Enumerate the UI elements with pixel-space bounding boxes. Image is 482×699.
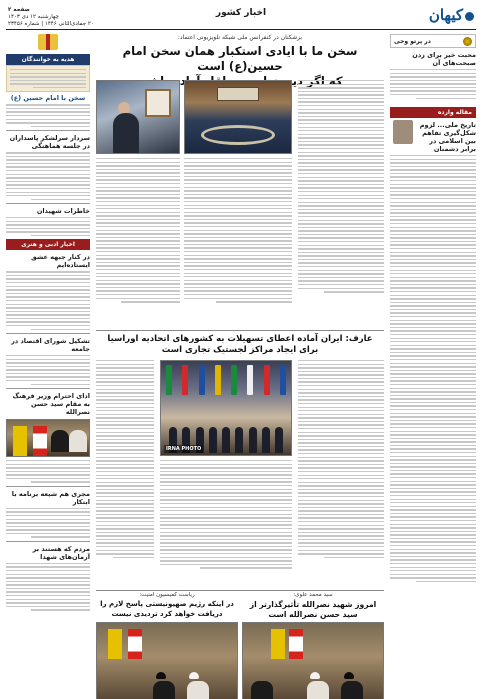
left-item-8-title: مردم که هستند بر آرمان‌های شهدا bbox=[32, 544, 90, 561]
left-item-2-title: سردار سرلشکر پاسداران در جلسه هماهنگی bbox=[9, 134, 90, 151]
turban-icon bbox=[189, 672, 199, 679]
main-kicker: برشکنان در کنفرانس ملی شبکه تلویزیونی اعتماد: bbox=[177, 34, 303, 41]
left-item-6-title: ادای احترام وزیر فرهنگ به مقام سید حسن نصرالله bbox=[12, 391, 90, 416]
left-item-4-title: در کنار جبهه عشق ایستاده‌ایم bbox=[31, 253, 90, 270]
right-item-1-title: محبت خیر برای زدن صبحت‌های آن bbox=[412, 51, 476, 67]
nasrallah-ceremony-photo bbox=[242, 622, 384, 699]
left-item-2-body bbox=[6, 152, 90, 200]
right-item-2-title: تاریخ ملی... لزوم شکل‌گیری تفاهم بین اسلامی در برابر دشمنان bbox=[419, 121, 476, 154]
left-item-8-body bbox=[6, 563, 90, 611]
sun-icon bbox=[463, 37, 472, 46]
flag-icon bbox=[33, 426, 47, 456]
main-headline-line-1: سخن ما با ایادی استکبار همان سخن امام حسین(ع) است bbox=[122, 44, 358, 73]
left-item-4-body bbox=[6, 271, 90, 330]
right-item-2-body bbox=[390, 155, 476, 582]
revelation-banner bbox=[390, 34, 476, 48]
date-ar: ۲۰ جمادی‌الثانی ۱۴۴۶ | شماره ۲۳۴۵۶ bbox=[8, 21, 94, 27]
eurasia-headline-line-2: برای ایجاد مراکز لجستیک تجاری است bbox=[161, 345, 319, 355]
turban-icon bbox=[310, 672, 320, 679]
person-icon bbox=[341, 681, 363, 699]
left-item-1-body bbox=[6, 104, 90, 127]
eurasia-summit-photo bbox=[160, 360, 292, 456]
author-photo bbox=[393, 120, 413, 144]
left-item-5-title: تشکیل شورای اقتصاد در جامعه bbox=[11, 336, 90, 353]
page-number: صفحه ۲ bbox=[8, 7, 30, 13]
flag-icon bbox=[128, 629, 142, 659]
conference-hall-photo bbox=[184, 80, 292, 154]
left-item-1-title: سخن با امام حسین (ع) bbox=[10, 94, 86, 103]
person-icon bbox=[307, 681, 329, 699]
date-line bbox=[8, 7, 94, 28]
turban-icon bbox=[156, 672, 166, 679]
left-item-3-body bbox=[6, 217, 90, 236]
center-body-b bbox=[96, 158, 180, 303]
gift-icon bbox=[38, 34, 58, 50]
left-column bbox=[6, 34, 90, 693]
center-area bbox=[96, 34, 384, 693]
quote-box bbox=[6, 65, 90, 92]
left-item-7-body bbox=[6, 508, 90, 538]
bottom-left-headline: در اینکه رژیم صهیونیستی پاسخ لازم را دریافت خواهد کرد تردیدی نیست bbox=[100, 600, 234, 618]
date-fa: چهارشنبه ۱۲ دی ۱۴۰۳ bbox=[8, 14, 59, 20]
banner-label: در پرتو وحی bbox=[394, 37, 431, 45]
masthead bbox=[6, 4, 476, 30]
flag-icon bbox=[271, 629, 285, 659]
right-item-1-body bbox=[390, 69, 476, 99]
left-item-5-body bbox=[6, 355, 90, 385]
security-commission-photo bbox=[96, 622, 238, 699]
person-icon bbox=[251, 681, 273, 699]
right-box-head: مقاله وارده bbox=[390, 107, 476, 118]
left-item-7-title: مجری هم شیعه برنامه با ابتکار bbox=[11, 489, 90, 506]
left-photo bbox=[6, 419, 90, 457]
eurasia-body-right bbox=[298, 360, 384, 558]
left-box-head: هدیه به خوانندگان bbox=[6, 54, 90, 65]
section-title: اخبار کشور bbox=[215, 8, 267, 18]
person-icon bbox=[187, 681, 209, 699]
main-headline-line-2: دین bbox=[282, 74, 303, 88]
bottom-right-headline: امروز شهید نصرالله تأثیرگذارتر از سید حسن نصرالله است bbox=[249, 600, 377, 619]
main-story-body bbox=[298, 80, 384, 293]
center-body-a bbox=[184, 158, 292, 303]
bottom-right-kicker: سید محمد علوی: bbox=[293, 592, 333, 598]
eurasia-body-under bbox=[160, 460, 292, 569]
right-column bbox=[390, 34, 476, 693]
flag-icon bbox=[108, 629, 122, 659]
eurasia-headline bbox=[96, 334, 384, 356]
eurasia-headline-line-1: عارف: ایران آماده اعطای تسهیلات به کشورهای اتحادیه اوراسیا bbox=[107, 334, 373, 344]
person-icon bbox=[153, 681, 175, 699]
speaker-photo bbox=[96, 80, 180, 154]
person-icon bbox=[51, 430, 69, 452]
left-box2-head: اخبار ادبی و هنری bbox=[6, 239, 90, 250]
left-item-6-body bbox=[6, 460, 90, 483]
left-item-3-title: خاطرات شهیدان bbox=[36, 207, 90, 216]
flag-icon bbox=[13, 426, 27, 456]
bottom-left-kicker: ریاست کمیسیون امنیت: bbox=[139, 592, 195, 598]
flag-icon bbox=[289, 629, 303, 659]
eurasia-body-left bbox=[96, 360, 154, 558]
gift-box bbox=[6, 34, 90, 54]
person-icon bbox=[69, 430, 87, 452]
logo-text: کیهان bbox=[428, 6, 463, 24]
turban-icon bbox=[344, 672, 354, 679]
photo-credit: IRNA PHOTO bbox=[166, 446, 202, 452]
